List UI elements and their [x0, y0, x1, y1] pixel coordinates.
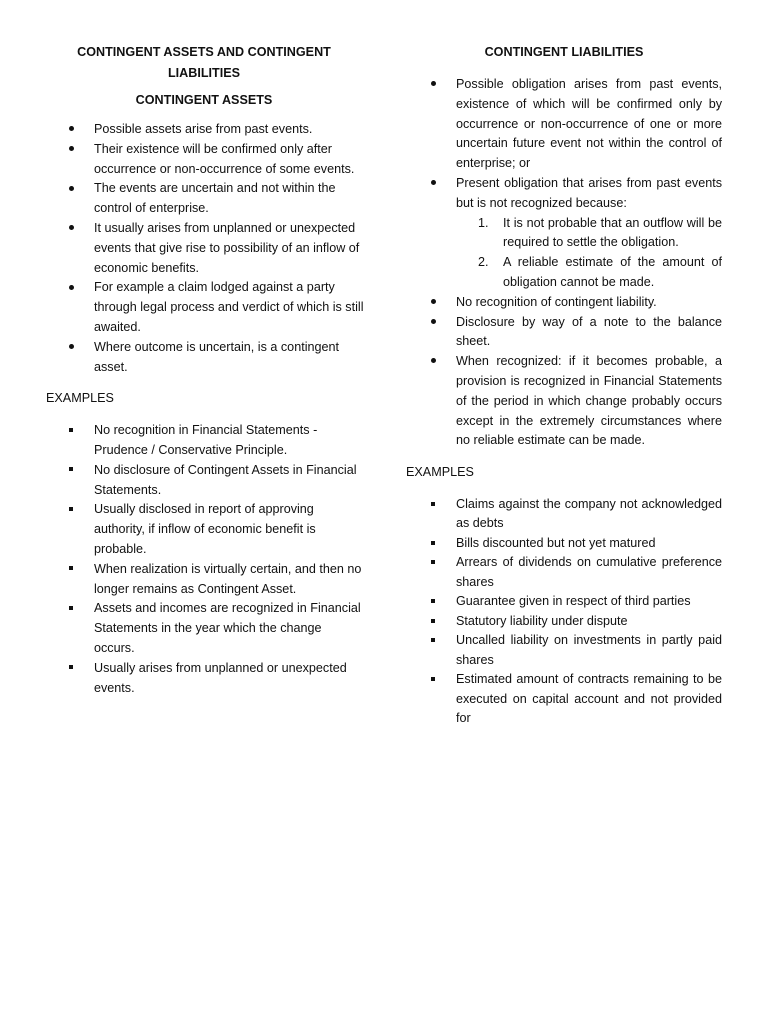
square-bullet-icon [426, 495, 440, 515]
liabilities-examples-list [406, 495, 722, 729]
list-item: Arrears of dividends on cumulative preference shares [406, 553, 722, 592]
list-item: Disclosure by way of a note to the balance sheet. [406, 313, 722, 353]
square-bullet-icon [64, 421, 78, 441]
bullet-icon [64, 219, 78, 239]
assets-examples-label: EXAMPLES [46, 391, 114, 406]
square-bullet-icon [64, 560, 78, 580]
bullet-icon [426, 75, 440, 95]
list-item: Possible obligation arises from past events, existence of which will be confirmed only by occurrence or non-occurrence of one or more uncertain future event not within the control of enterprise; or [406, 75, 722, 174]
list-item: Uncalled liability on investments in partly paid shares [406, 631, 722, 670]
bullet-icon [426, 293, 440, 313]
list-item: Where outcome is uncertain, is a contingent asset. [44, 338, 364, 378]
list-item: No recognition of contingent liability. [406, 293, 722, 313]
square-bullet-icon [426, 553, 440, 573]
document-title: CONTINGENT ASSETS AND CONTINGENT LIABILITIES [77, 45, 331, 80]
list-item: Usually arises from unplanned or unexpected events. [44, 659, 364, 699]
list-item: Estimated amount of contracts remaining to be executed on capital account and not provided for [406, 670, 722, 729]
square-bullet-icon [426, 670, 440, 690]
bullet-icon [64, 179, 78, 199]
right-column [406, 42, 722, 729]
square-bullet-icon [64, 659, 78, 679]
list-item: The events are uncertain and not within the control of enterprise. [44, 179, 364, 219]
list-item: No recognition in Financial Statements - Prudence / Conservative Principle. [44, 421, 364, 461]
list-item: Assets and incomes are recognized in Financial Statements in the year which the change occurs. [44, 599, 364, 658]
list-item: Claims against the company not acknowledged as debts [406, 495, 722, 534]
assets-examples-list [44, 421, 364, 698]
numbered-item: 2. A reliable estimate of the amount of obligation cannot be made. [478, 255, 722, 289]
list-item: Present obligation that arises from past events but is not recognized because: 1. It is not probable that an outflow will be required to settle the obligation. 2. A reliable estimate of the amount of obligation cannot be made. [406, 174, 722, 293]
square-bullet-icon [426, 631, 440, 651]
list-item: Bills discounted but not yet matured [406, 534, 722, 554]
square-bullet-icon [426, 592, 440, 612]
bullet-icon [426, 174, 440, 194]
list-item: When recognized: if it becomes probable, a provision is recognized in Financial Statements of the period in which change probably occurs except in the extremely circumstances where no reliable estimate can be made. [406, 352, 722, 451]
square-bullet-icon [64, 500, 78, 520]
bullet-icon [64, 140, 78, 160]
contingent-assets-heading: CONTINGENT ASSETS [135, 93, 273, 107]
reasons-list [456, 214, 722, 293]
square-bullet-icon [426, 612, 440, 632]
list-item: Statutory liability under dispute [406, 612, 722, 632]
numbered-item: 1. It is not probable that an outflow will be required to settle the obligation. [478, 215, 722, 250]
liabilities-examples-label: EXAMPLES [406, 465, 474, 480]
contingent-liabilities-heading: CONTINGENT LIABILITIES [484, 45, 644, 59]
list-item: Their existence will be confirmed only after occurrence or non-occurrence of some events. [44, 140, 364, 180]
list-item: For example a claim lodged against a party through legal process and verdict of which is still awaited. [44, 278, 364, 337]
list-item: Possible assets arise from past events. [44, 120, 364, 140]
list-item: When realization is virtually certain, and then no longer remains as Contingent Asset. [44, 560, 364, 600]
contingent-assets-list [44, 120, 364, 377]
bullet-icon [426, 313, 440, 333]
square-bullet-icon [64, 461, 78, 481]
list-item: No disclosure of Contingent Assets in Financial Statements. [44, 461, 364, 501]
bullet-icon [64, 278, 78, 298]
list-item: Guarantee given in respect of third parties [406, 592, 722, 612]
left-column [44, 42, 364, 698]
bullet-icon [426, 352, 440, 372]
list-item: Usually disclosed in report of approving authority, if inflow of economic benefit is probable. [44, 500, 364, 559]
square-bullet-icon [64, 599, 78, 619]
contingent-liabilities-list [406, 75, 722, 451]
square-bullet-icon [426, 534, 440, 554]
bullet-icon [64, 338, 78, 358]
list-item: It usually arises from unplanned or unexpected events that give rise to possibility of an inflow of economic benefits. [44, 219, 364, 278]
bullet-icon [64, 120, 78, 140]
